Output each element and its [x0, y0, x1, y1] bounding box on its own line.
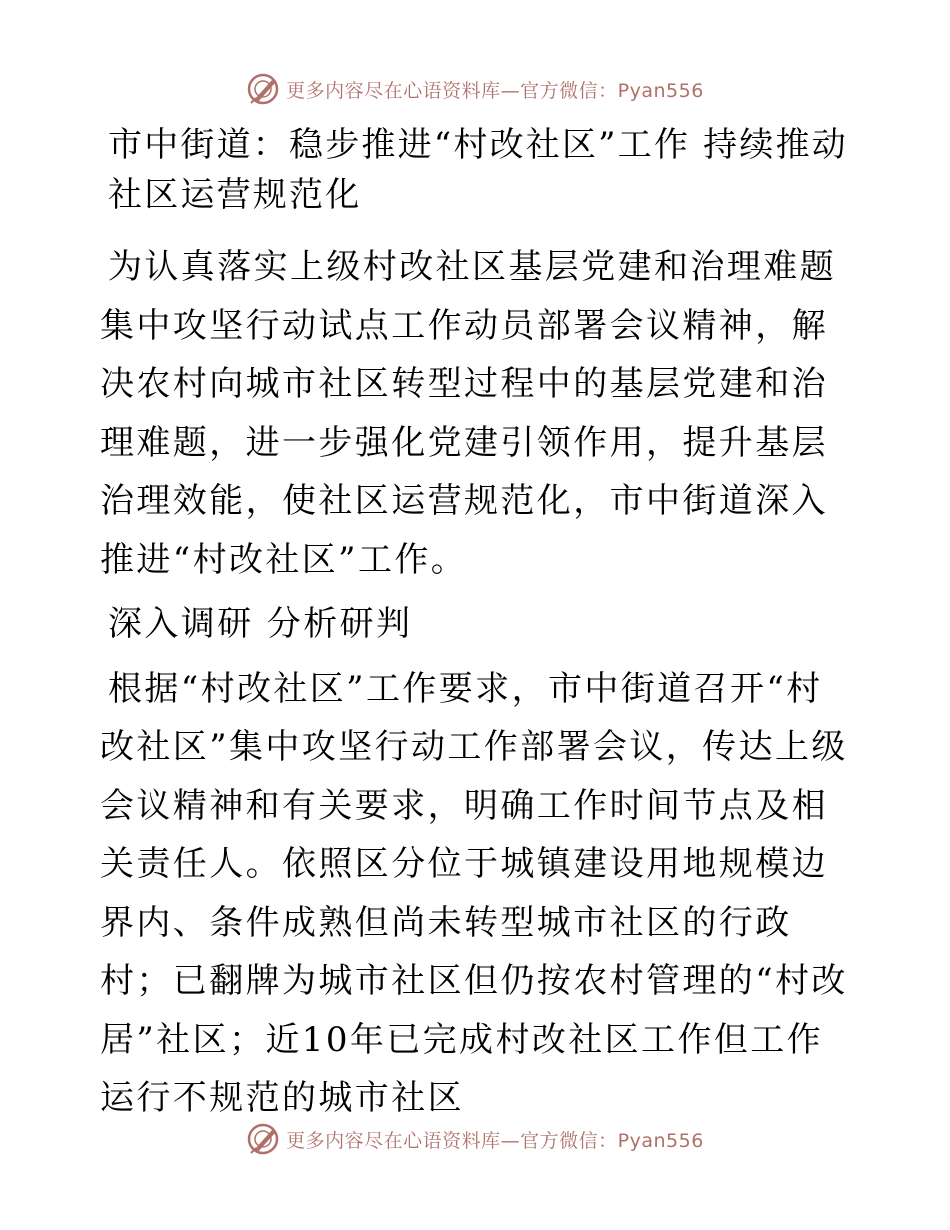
header-watermark [0, 72, 950, 106]
section-subheading: 深入调研 分析研判 [108, 604, 413, 644]
quill-seal-logo-icon [246, 1122, 280, 1156]
watermark-text: 更多内容尽在心语资料库—官方微信：Pyan556 [286, 1129, 704, 1152]
paragraph: 为认真落实上级村改社区基层党建和治理难题集中攻坚行动试点工作动员部署会议精神，解决农村向城市社区转型过程中的基层党建和治理难题，进一步强化党建引领作用，提升基层治理效能，使社区运营规范化，市中街道深入推进“村改社区”工作。 [100, 247, 836, 580]
document-title: 市中街道：稳步推进“村改社区”工作 持续推动社区运营规范化 [108, 125, 848, 215]
quill-seal-logo-icon [246, 72, 280, 106]
document-body [100, 120, 850, 1128]
paragraph: 根据“村改社区”工作要求，市中街道召开“村改社区”集中攻坚行动工作部署会议，传达上级会议精神和有关要求，明确工作时间节点及相关责任人。依照区分位于城镇建设用地规模边界内、条件成熟但尚未转型城市社区的行政村；已翻牌为城市社区但仍按农村管理的“村改居”社区；近10年已完成村改社区工作但工作运行不规范的城市社区 [100, 668, 848, 1118]
footer-watermark [0, 1122, 950, 1156]
watermark-text: 更多内容尽在心语资料库—官方微信：Pyan556 [286, 79, 704, 102]
